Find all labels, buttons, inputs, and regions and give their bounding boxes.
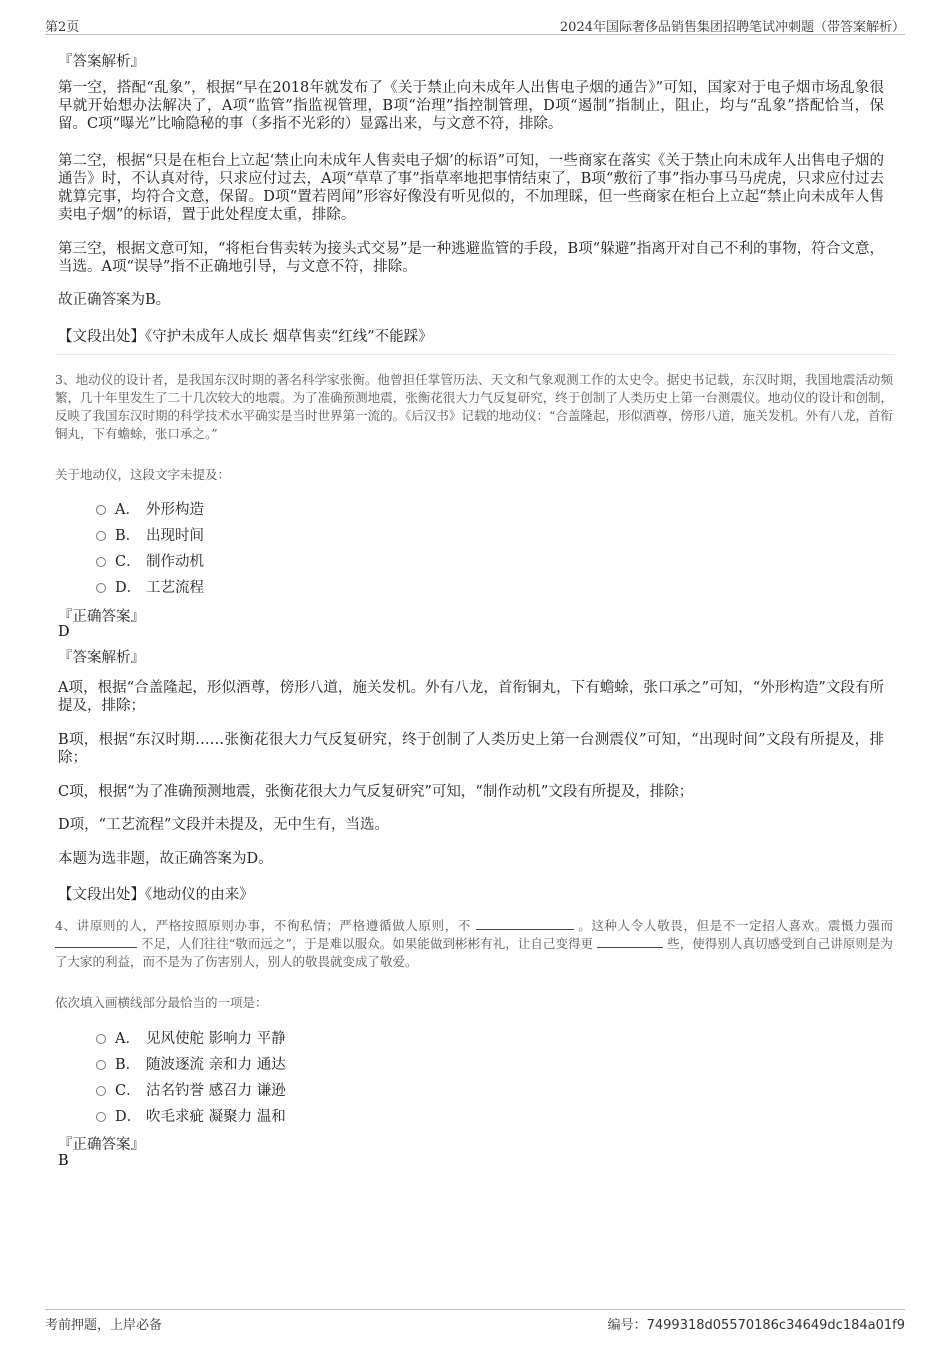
passage-source: 【文段出处】《守护未成年人成长 烟草售卖“红线”不能踩》 [58, 329, 433, 345]
footer-slogan: 考前押题，上岸必备 [45, 1318, 163, 1333]
question-4-prompt: 依次填入画横线部分最恰当的一项是： [55, 995, 268, 1010]
question-4-option-d[interactable]: D． 吹毛求疵 凝聚力 温和 [96, 1105, 286, 1125]
question-4-option-a[interactable]: A． 见风使舵 影响力 平静 [96, 1027, 286, 1047]
analysis-paragraph-a: A项，根据“合盖隆起，形似酒尊，傍形八道，施关发机。外有八龙，首衔铜丸，下有蟾蜍，张口承之”可知，“外形构造”文段有所提及，排除； [58, 680, 884, 714]
question-3-text: 3、地动仪的设计者，是我国东汉时期的著名科学家张衡。他曾担任掌管历法、天文和气象观测工作的太史令。据史书记载，东汉时期，我国地震活动频繁，几十年里发生了二十几次较大的地震。为了准确预测地震，张衡花很大力气反复研究，终于创制了人类历史上第一台测震仪。地动仪的设计和创制，反映了我国东汉时期的科学技术水平确实是当时世界第一流的。《后汉书》记载的地动仪：“合盖隆起，形似酒尊，傍形八道，施关发机。外有八龙，首衔铜丸，下有蟾蜍，张口承之。” [55, 372, 893, 441]
question-3-prompt: 关于地动仪，这段文字未提及： [55, 467, 231, 482]
question-4-option-c[interactable]: C． 沽名钓誉 感召力 谦逊 [96, 1079, 286, 1099]
radio-icon[interactable] [96, 1086, 106, 1096]
page-number: 第2页 [45, 20, 80, 35]
analysis-conclusion: 故正确答案为B。 [58, 292, 171, 308]
analysis-tag: 『答案解析』 [58, 650, 145, 666]
question-4-text: 4、讲原则的人，严格按照原则办事，不徇私情；严格遵循做人原则，不 。这种人令人敬畏，但是不一定招人喜欢。震慑力强而 不足，人们往往“敬而远之”，于是难以服众。如果能做到彬彬有礼，让自己变得更 些，使得别人真切感受到自己讲原则是为了大家的利益，而不是为了伤害别人，别人的敬畏就变成了敬爱。 [55, 918, 893, 969]
analysis-paragraph-d: D项，“工艺流程”文段并未提及，无中生有，当选。 [58, 817, 389, 833]
radio-icon[interactable] [96, 1112, 106, 1122]
document-code-value: 7499318d05570186c34649dc184a01f9 [646, 1318, 905, 1333]
fill-blank-2[interactable] [55, 935, 137, 948]
header-divider [45, 34, 905, 35]
radio-icon[interactable] [96, 557, 106, 567]
fill-blank-3[interactable] [597, 935, 663, 948]
radio-icon[interactable] [96, 583, 106, 593]
question-3-option-b[interactable]: B． 出现时间 [96, 524, 204, 544]
question-3-option-d[interactable]: D． 工艺流程 [96, 576, 204, 596]
analysis-paragraph-b: B项，根据“东汉时期……张衡花很大力气反复研究，终于创制了人类历史上第一台测震仪”可知，“出现时间”文段有所提及，排除； [58, 732, 884, 766]
document-title: 2024年国际奢侈品销售集团招聘笔试冲刺题（带答案解析） [559, 20, 905, 35]
question-3-option-c[interactable]: C． 制作动机 [96, 550, 204, 570]
radio-icon[interactable] [96, 1060, 106, 1070]
radio-icon[interactable] [96, 1034, 106, 1044]
fill-blank-1[interactable] [476, 917, 574, 930]
correct-answer-tag: 『正确答案』 [58, 1137, 145, 1153]
correct-answer-tag: 『正确答案』 [58, 609, 145, 625]
radio-icon[interactable] [96, 531, 106, 541]
passage-source: 【文段出处】《地动仪的由来》 [58, 887, 254, 903]
correct-answer: B [58, 1153, 69, 1169]
question-3-option-a[interactable]: A． 外形构造 [96, 498, 204, 518]
correct-answer: D [58, 624, 70, 640]
analysis-conclusion: 本题为选非题，故正确答案为D。 [58, 851, 273, 867]
document-code-label: 编号： [607, 1318, 647, 1333]
analysis-paragraph-1: 第一空，搭配“乱象”，根据“早在2018年就发布了《关于禁止向未成年人出售电子烟的通告》”可知，国家对于电子烟市场乱象很早就开始想办法解决了，A项“监管”指监视管理，B项“治理”指控制管理，D项“遏制”指制止，阻止，均与“乱象”搭配恰当，保留。C项“曝光”比喻隐秘的事（多指不光彩的）显露出来，与文意不符，排除。 [58, 80, 884, 132]
footer-divider [45, 1309, 905, 1310]
radio-icon[interactable] [96, 505, 106, 515]
question-4-option-b[interactable]: B． 随波逐流 亲和力 通达 [96, 1053, 286, 1073]
analysis-paragraph-c: C项，根据“为了准确预测地震，张衡花很大力气反复研究”可知，“制作动机”文段有所提及，排除； [58, 784, 694, 800]
analysis-paragraph-3: 第三空，根据文意可知，“将柜台售卖转为接头式交易”是一种逃避监管的手段，B项“躲避”指离开对自己不利的事物，符合文意，当选。A项“误导”指不正确地引导，与文意不符，排除。 [58, 241, 884, 275]
analysis-paragraph-2: 第二空，根据“只是在柜台上立起‘禁止向未成年人售卖电子烟’的标语”可知，一些商家在落实《关于禁止向未成年人出售电子烟的通告》时，不认真对待，只求应付过去，A项“草草了事”指草率地把事情结束了，B项“敷衍了事”指办事马马虎虎，只求应付过去就算完事，均符合文意，保留。D项“置若罔闻”形容好像没有听见似的，不加理睬，但一些商家在柜台上立起“禁止向未成年人售卖电子烟”的标语，置于此处程度太重，排除。 [58, 153, 884, 223]
analysis-tag: 『答案解析』 [58, 54, 145, 70]
document-code [608, 1314, 905, 1333]
question-divider [55, 354, 895, 355]
